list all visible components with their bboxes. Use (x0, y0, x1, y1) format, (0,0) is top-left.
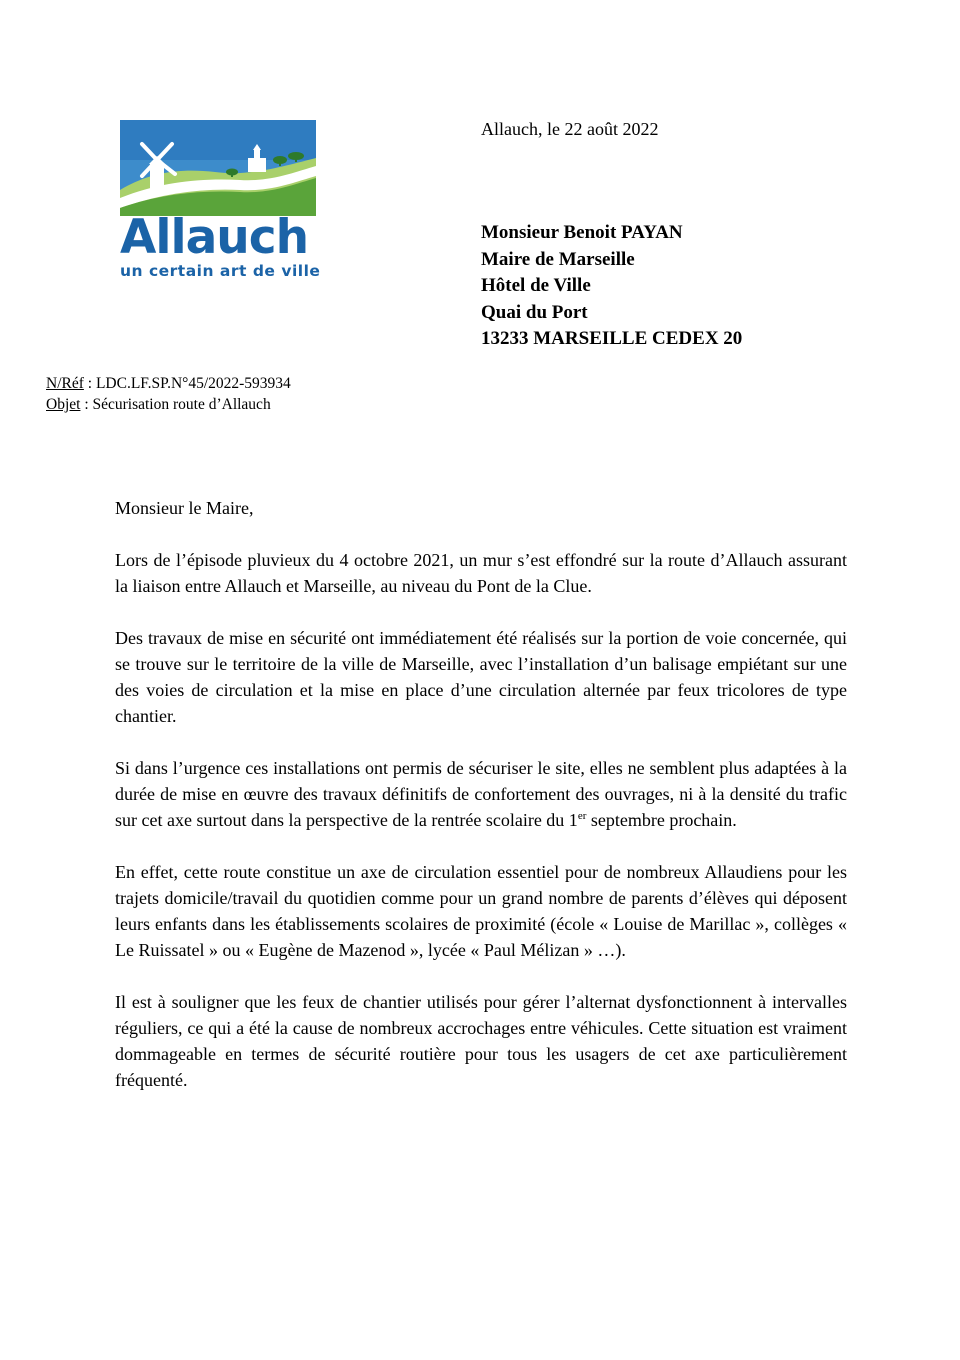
reference-line (46, 373, 291, 394)
recipient-line: Hôtel de Ville (481, 275, 591, 296)
letter-body (115, 495, 847, 1119)
logo-wordmark: Allauch (120, 210, 309, 265)
object-label: Objet (46, 396, 81, 413)
paragraph: Des travaux de mise en sécurité ont immédiatement été réalisés sur la portion de voie concernée, qui se trouve sur le territoire de la ville de Marseille, avec l’installation d’un balisage empiétant sur une des voies de circulation et la mise en place d’une circulation alternée par feux tricolores de type chantier. (115, 628, 847, 726)
salutation: Monsieur le Maire, (115, 498, 254, 518)
paragraph: Lors de l’épisode pluvieux du 4 octobre 2021, un mur s’est effondré sur la route d’Allauch assurant la liaison entre Allauch et Marseille, au niveau du Pont de la Clue. (115, 550, 847, 596)
object-line (46, 394, 291, 415)
recipient-line: Quai du Port (481, 301, 588, 323)
ordinal-superscript: er (577, 810, 587, 822)
object-value: : Sécurisation route d’Allauch (80, 396, 271, 413)
reference-label: N/Réf (46, 375, 84, 392)
logo-tagline: un certain art de ville (120, 262, 321, 280)
windmill-landscape-icon (120, 120, 316, 216)
recipient-line: Maire de Marseille (481, 248, 635, 270)
paragraph (115, 755, 847, 833)
paragraph: En effet, cette route constitue un axe de circulation essentiel pour de nombreux Allaudiens pour les trajets domicile/travail du quotidien comme pour un grand nombre de parents d’élèves qui déposent leurs enfants dans les établissements scolaires de proximité (école « Louise de Marillac », collèges « Le Ruissatel » ou « Eugène de Mazenod », lycée « Paul Mélizan » …). (115, 862, 847, 960)
paragraph-text: septembre prochain. (586, 810, 737, 830)
paragraph-text: Si dans l’urgence ces installations ont permis de sécuriser le site, elles ne semblent plus adaptées à la durée de mise en œuvre des travaux définitifs de confortement des ouvrages, ni à la densité du trafic sur cet axe surtout dans la perspective de la rentrée scolaire du 1 (115, 758, 847, 830)
recipient-address (481, 220, 742, 353)
paragraph: Il est à souligner que les feux de chantier utilisés pour gérer l’alternat dysfonctionnent à intervalles réguliers, ce qui a été la cause de nombreux accrochages entre véhicules. Cette situation est vraiment dommageable en termes de sécurité routière pour tous les usagers de cet axe particulièrement fréquenté. (115, 992, 847, 1090)
recipient-line: Monsieur Benoit PAYAN (481, 222, 683, 243)
reference-value: : LDC.LF.SP.N°45/2022-593934 (83, 375, 291, 392)
reference-block (46, 373, 291, 415)
letter-date: Allauch, le 22 août 2022 (481, 119, 659, 139)
recipient-line: 13233 MARSEILLE CEDEX 20 (481, 328, 743, 349)
allauch-logo (118, 120, 321, 282)
